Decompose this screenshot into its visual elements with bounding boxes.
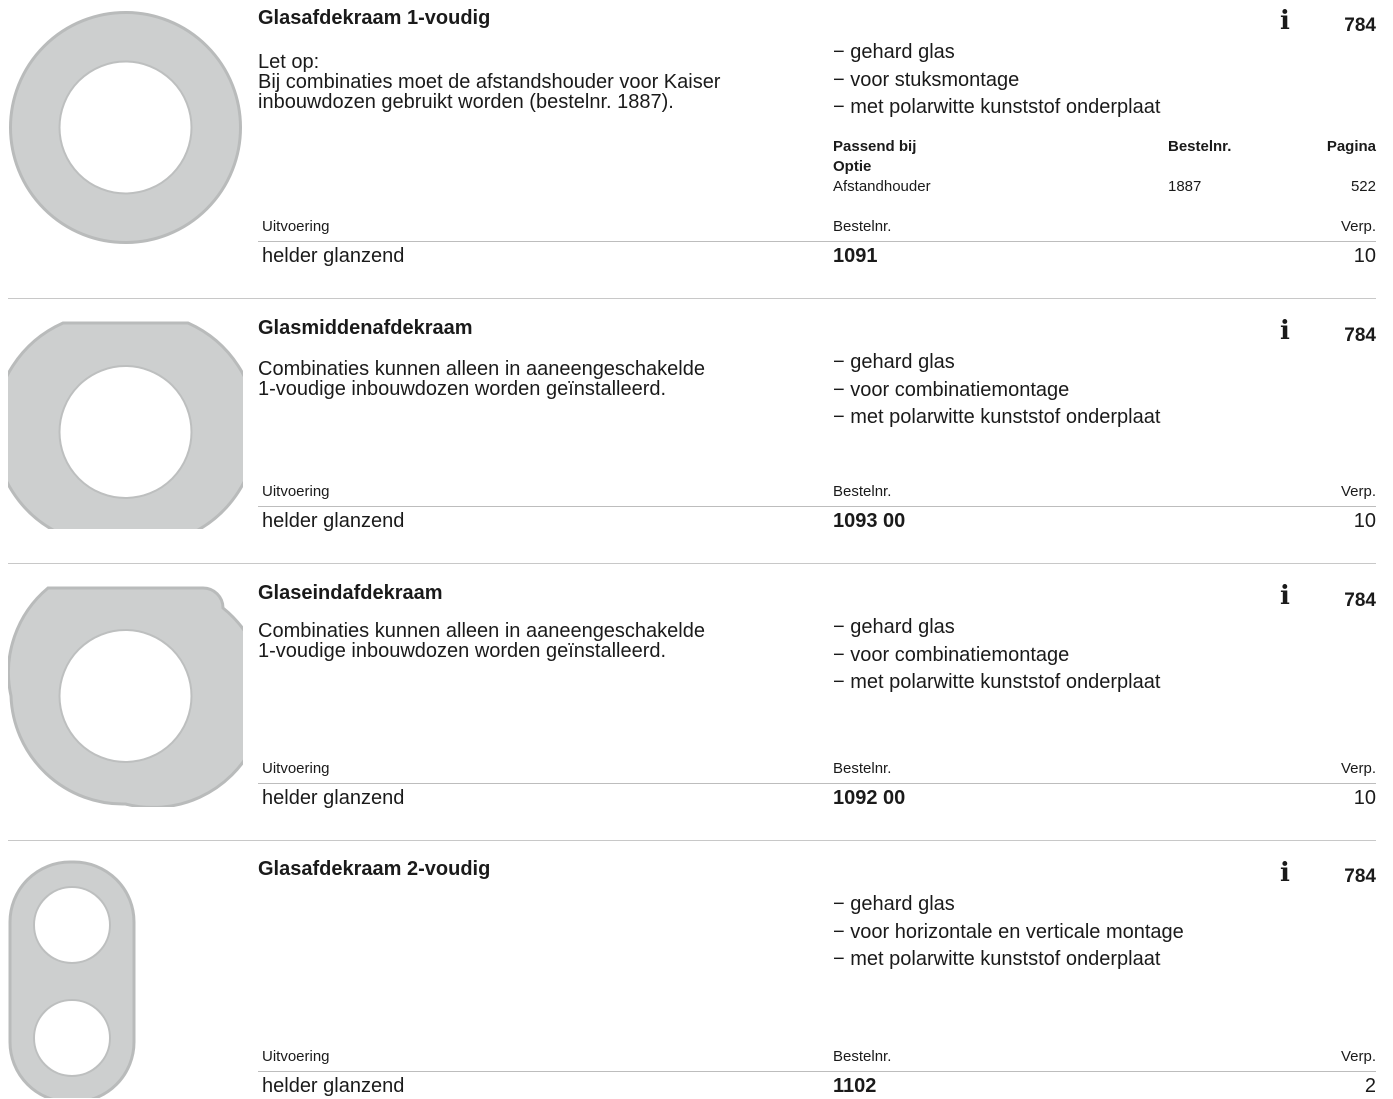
product-title: Glaseindafdekraam bbox=[258, 582, 443, 604]
info-icon[interactable]: i bbox=[1280, 581, 1290, 611]
row-uitvoering: helder glanzend bbox=[262, 510, 405, 532]
feature-list bbox=[833, 614, 1160, 697]
page-number: 784 bbox=[1344, 325, 1376, 346]
row-verp: 10 bbox=[1353, 510, 1376, 532]
options-section-label: Optie bbox=[833, 158, 872, 175]
product-image-middle-frame bbox=[8, 320, 243, 529]
options-table bbox=[833, 137, 1376, 197]
header-verp: Verp. bbox=[1340, 483, 1376, 500]
note-line: 1-voudige inbouwdozen worden geïnstalleerd. bbox=[258, 640, 667, 662]
feature-item: − gehard glas bbox=[833, 614, 1160, 642]
product-image-single-frame bbox=[8, 10, 243, 245]
row-bestelnr: 1102 bbox=[833, 1075, 877, 1097]
feature-item: − met polarwitte kunststof onderplaat bbox=[833, 404, 1160, 432]
page-number: 784 bbox=[1344, 15, 1376, 36]
note-line: Combinaties kunnen alleen in aaneengeschakelde bbox=[258, 620, 705, 642]
order-table-header bbox=[258, 483, 1376, 507]
row-bestelnr: 1091 bbox=[833, 245, 878, 267]
product-separator bbox=[8, 840, 1376, 841]
option-name: Afstandhouder bbox=[833, 178, 931, 195]
order-table-row bbox=[258, 1073, 1376, 1099]
order-table-row bbox=[258, 508, 1376, 534]
feature-list bbox=[833, 349, 1160, 432]
feature-item: − voor horizontale en verticale montage bbox=[833, 919, 1184, 947]
row-uitvoering: helder glanzend bbox=[262, 787, 405, 809]
header-bestelnr: Bestelnr. bbox=[833, 483, 892, 500]
options-header-page: Pagina bbox=[1326, 138, 1376, 155]
options-section bbox=[833, 157, 1376, 177]
row-uitvoering: helder glanzend bbox=[262, 245, 405, 267]
note-line: Combinaties kunnen alleen in aaneengeschakelde bbox=[258, 358, 705, 380]
header-bestelnr: Bestelnr. bbox=[833, 218, 892, 235]
info-icon[interactable]: i bbox=[1280, 858, 1290, 888]
product-glasafdekraam-2-voudig bbox=[0, 852, 1393, 1098]
feature-item: − met polarwitte kunststof onderplaat bbox=[833, 669, 1160, 697]
product-title: Glasmiddenafdekraam bbox=[258, 317, 473, 339]
product-glaseindafdekraam bbox=[0, 575, 1393, 815]
row-uitvoering: helder glanzend bbox=[262, 1075, 405, 1097]
product-glasafdekraam-1-voudig bbox=[0, 0, 1393, 290]
order-table-row bbox=[258, 243, 1376, 269]
product-glasmiddenafdekraam bbox=[0, 310, 1393, 540]
header-uitvoering: Uitvoering bbox=[262, 483, 330, 500]
header-bestelnr: Bestelnr. bbox=[833, 760, 892, 777]
feature-item: − voor combinatiemontage bbox=[833, 642, 1160, 670]
row-verp: 10 bbox=[1353, 787, 1376, 809]
product-image-double-frame bbox=[8, 860, 138, 1098]
feature-item: − voor stuksmontage bbox=[833, 67, 1160, 95]
product-title: Glasafdekraam 1-voudig bbox=[258, 7, 491, 29]
options-header bbox=[833, 137, 1376, 157]
header-uitvoering: Uitvoering bbox=[262, 218, 330, 235]
info-icon[interactable]: i bbox=[1280, 316, 1290, 346]
order-table-row bbox=[258, 785, 1376, 811]
feature-item: − gehard glas bbox=[833, 891, 1184, 919]
feature-list bbox=[833, 39, 1160, 122]
feature-item: − voor combinatiemontage bbox=[833, 377, 1160, 405]
product-note bbox=[258, 52, 798, 112]
note-line: 1-voudige inbouwdozen worden geïnstalleerd. bbox=[258, 378, 667, 400]
order-table-header bbox=[258, 1048, 1376, 1072]
product-note bbox=[258, 621, 798, 661]
feature-item: − met polarwitte kunststof onderplaat bbox=[833, 946, 1184, 974]
feature-item: − gehard glas bbox=[833, 349, 1160, 377]
row-bestelnr: 1092 00 bbox=[833, 787, 906, 809]
header-uitvoering: Uitvoering bbox=[262, 1048, 330, 1065]
order-table-header bbox=[258, 760, 1376, 784]
info-icon[interactable]: i bbox=[1280, 6, 1290, 36]
page-number: 784 bbox=[1344, 866, 1376, 887]
product-separator bbox=[8, 563, 1376, 564]
option-ordernr: 1887 bbox=[1168, 178, 1202, 195]
option-page: 522 bbox=[1350, 178, 1376, 195]
header-bestelnr: Bestelnr. bbox=[833, 1048, 892, 1065]
row-bestelnr: 1093 00 bbox=[833, 510, 906, 532]
header-verp: Verp. bbox=[1340, 218, 1376, 235]
product-image-end-frame bbox=[8, 585, 243, 807]
feature-item: − gehard glas bbox=[833, 39, 1160, 67]
header-verp: Verp. bbox=[1340, 1048, 1376, 1065]
note-line: inbouwdozen gebruikt worden (bestelnr. 1887). bbox=[258, 91, 674, 113]
note-line: Let op: bbox=[258, 51, 320, 73]
product-note bbox=[258, 359, 798, 399]
options-header-ordernr: Bestelnr. bbox=[1168, 138, 1232, 155]
feature-item: − met polarwitte kunststof onderplaat bbox=[833, 94, 1160, 122]
options-header-fits: Passend bij bbox=[833, 138, 917, 155]
note-line: Bij combinaties moet de afstandshouder voor Kaiser bbox=[258, 71, 721, 93]
page-number: 784 bbox=[1344, 590, 1376, 611]
order-table-header bbox=[258, 218, 1376, 242]
product-title: Glasafdekraam 2-voudig bbox=[258, 858, 491, 880]
header-uitvoering: Uitvoering bbox=[262, 760, 330, 777]
row-verp: 2 bbox=[1364, 1075, 1376, 1097]
row-verp: 10 bbox=[1353, 245, 1376, 267]
header-verp: Verp. bbox=[1340, 760, 1376, 777]
options-row bbox=[833, 177, 1376, 197]
product-separator bbox=[8, 298, 1376, 299]
feature-list bbox=[833, 891, 1184, 974]
